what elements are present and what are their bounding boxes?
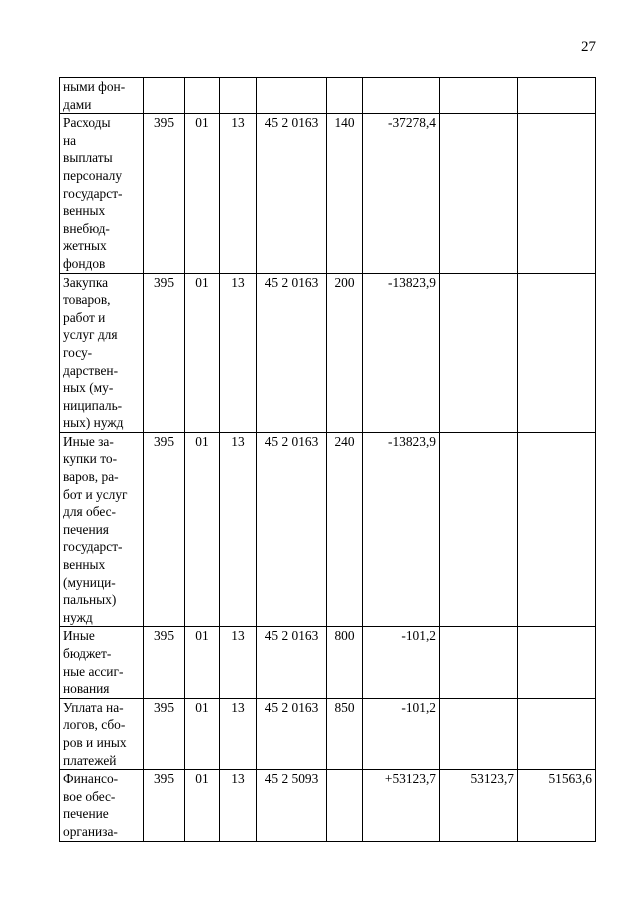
amount-change-cell: -37278,4	[363, 114, 440, 273]
item-name-line: нужд	[63, 609, 93, 625]
subsection-cell: 13	[220, 770, 257, 841]
amount-change-cell: -101,2	[363, 627, 440, 698]
item-name-line: купки то-	[63, 451, 118, 467]
item-name-line: печение	[63, 806, 109, 822]
budget-table	[59, 77, 596, 842]
expense-type-cell: 240	[327, 432, 363, 627]
item-name-line: Финансо-	[63, 771, 119, 787]
item-name-line: вое обес-	[63, 788, 116, 804]
section-cell: 01	[185, 627, 220, 698]
subsection-cell: 13	[220, 698, 257, 769]
expense-type-cell	[327, 770, 363, 841]
item-name-line: нования	[63, 681, 110, 697]
target-article-cell: 45 2 5093	[257, 770, 327, 841]
section-cell: 01	[185, 273, 220, 432]
item-name-line: на	[63, 132, 77, 148]
amount-change-cell: -13823,9	[363, 273, 440, 432]
item-name-line: ными фон-	[63, 79, 126, 94]
subsection-cell: 13	[220, 627, 257, 698]
amount-year2-cell	[440, 432, 518, 627]
target-article-cell: 45 2 0163	[257, 114, 327, 273]
amount-year2-cell	[440, 114, 518, 273]
item-name-line: ров и иных	[63, 734, 127, 750]
target-article-cell: 45 2 0163	[257, 698, 327, 769]
section-cell	[185, 78, 220, 114]
item-name-line: государст-	[63, 185, 123, 201]
item-name-line: бот и услуг	[63, 486, 128, 502]
item-name-line: выплаты	[63, 150, 113, 166]
table-row	[60, 273, 596, 432]
amount-year2-cell	[440, 698, 518, 769]
expense-type-cell	[327, 78, 363, 114]
target-article-cell: 45 2 0163	[257, 432, 327, 627]
table-row	[60, 698, 596, 769]
page-number: 27	[581, 39, 596, 55]
item-name-line: внебюд-	[63, 220, 110, 236]
amount-year3-cell	[518, 627, 596, 698]
section-cell: 01	[185, 770, 220, 841]
item-name-line: для обес-	[63, 504, 117, 520]
item-name-line: венных	[63, 203, 106, 219]
item-name-cell	[60, 78, 144, 114]
item-name-line: Расходы	[63, 115, 111, 131]
gr-code-cell	[144, 78, 185, 114]
subsection-cell: 13	[220, 114, 257, 273]
item-name-line: варов, ра-	[63, 469, 119, 485]
amount-year3-cell: 51563,6	[518, 770, 596, 841]
item-name-line: платежей	[63, 752, 117, 768]
gr-code-cell: 395	[144, 114, 185, 273]
item-name-cell	[60, 273, 144, 432]
amount-year3-cell	[518, 273, 596, 432]
section-cell: 01	[185, 432, 220, 627]
target-article-cell	[257, 78, 327, 114]
amount-year3-cell	[518, 78, 596, 114]
item-name-line: товаров,	[63, 292, 111, 308]
gr-code-cell: 395	[144, 432, 185, 627]
subsection-cell: 13	[220, 432, 257, 627]
item-name-line: (муници-	[63, 574, 116, 590]
expense-type-cell: 140	[327, 114, 363, 273]
expense-type-cell: 850	[327, 698, 363, 769]
target-article-cell: 45 2 0163	[257, 627, 327, 698]
amount-year3-cell	[518, 114, 596, 273]
amount-change-cell	[363, 78, 440, 114]
item-name-line: госу-	[63, 344, 93, 360]
item-name-line: печения	[63, 521, 109, 537]
item-name-line: государст-	[63, 539, 123, 555]
table-body	[60, 78, 596, 842]
amount-year2-cell	[440, 273, 518, 432]
item-name-line: дарствен-	[63, 362, 119, 378]
item-name-line: жетных	[63, 238, 107, 254]
table-row	[60, 78, 596, 114]
amount-change-cell: -101,2	[363, 698, 440, 769]
item-name-line: Закупка	[63, 274, 109, 290]
item-name-line: пальных)	[63, 592, 117, 608]
item-name-line: логов, сбо-	[63, 717, 126, 733]
item-name-cell	[60, 432, 144, 627]
item-name-line: ные ассиг-	[63, 663, 124, 679]
amount-change-cell: -13823,9	[363, 432, 440, 627]
item-name-line: дами	[63, 96, 92, 112]
item-name-line: ных) нужд	[63, 415, 124, 431]
item-name-cell	[60, 114, 144, 273]
section-cell: 01	[185, 114, 220, 273]
item-name-line: Иные	[63, 628, 95, 644]
item-name-line: венных	[63, 557, 106, 573]
gr-code-cell: 395	[144, 698, 185, 769]
item-name-line: бюджет-	[63, 646, 112, 661]
gr-code-cell: 395	[144, 770, 185, 841]
table-row	[60, 114, 596, 273]
item-name-line: ных (му-	[63, 380, 114, 396]
item-name-line: работ и	[63, 309, 106, 325]
item-name-line: Уплата на-	[63, 699, 124, 715]
item-name-line: услуг для	[63, 327, 118, 343]
section-cell: 01	[185, 698, 220, 769]
target-article-cell: 45 2 0163	[257, 273, 327, 432]
item-name-cell	[60, 698, 144, 769]
gr-code-cell: 395	[144, 627, 185, 698]
amount-year2-cell	[440, 78, 518, 114]
item-name-line: фондов	[63, 255, 106, 271]
amount-change-cell: +53123,7	[363, 770, 440, 841]
item-name-line: ниципаль-	[63, 397, 123, 413]
amount-year3-cell	[518, 698, 596, 769]
table-row	[60, 432, 596, 627]
gr-code-cell: 395	[144, 273, 185, 432]
amount-year2-cell	[440, 627, 518, 698]
table-row	[60, 770, 596, 841]
item-name-line: организа-	[63, 823, 118, 839]
subsection-cell	[220, 78, 257, 114]
expense-type-cell: 800	[327, 627, 363, 698]
amount-year3-cell	[518, 432, 596, 627]
item-name-line: персоналу	[63, 167, 123, 183]
expense-type-cell: 200	[327, 273, 363, 432]
subsection-cell: 13	[220, 273, 257, 432]
item-name-line: Иные за-	[63, 433, 114, 449]
table-row	[60, 627, 596, 698]
item-name-cell	[60, 770, 144, 841]
item-name-cell	[60, 627, 144, 698]
amount-year2-cell: 53123,7	[440, 770, 518, 841]
